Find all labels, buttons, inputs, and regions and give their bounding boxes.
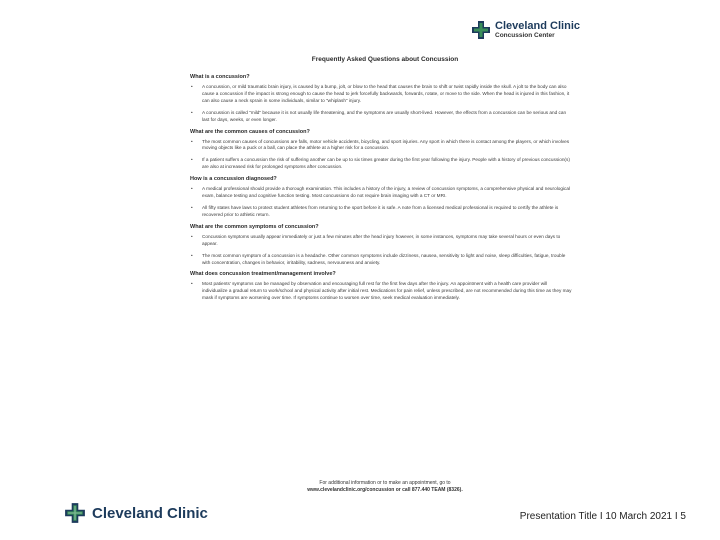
faq-document — [190, 14, 580, 496]
document-footer — [230, 480, 540, 494]
answer-item: • A concussion is called "mild" because it is not usually life threatening, and the symptoms are usually short-lived. However, the effects from a concussion can be serious and can last for days, weeks, or even longer. — [190, 110, 574, 124]
answer-item: • The most common causes of concussions are falls, motor vehicle accidents, bicycling, and sport injuries. Any sport in which there is contact among the players, or which involves moving objects like a puck or a ball, can place the athlete at a higher risk for a concussion. — [190, 139, 574, 153]
slide-footer: Presentation Title I 10 March 2021 I 5 — [519, 511, 686, 522]
question-heading: What are the common causes of concussion? — [190, 128, 310, 135]
question-heading: What does concussion treatment/management involve? — [190, 271, 336, 278]
document-brand: Cleveland Clinic — [495, 20, 580, 32]
answer-item: • Most patients' symptoms can be managed by observation and encouraging full rest for the first few days after the injury. An appointment with a health care provider will individualize a gradual return to work/school and physical activity after initial rest. Medications for pain relief, unless prescribed, are not recommended during this time as they may mask if symptoms are worsening over time. If symptoms continue to worsen over time, seek medical evaluation immediately. — [190, 281, 574, 302]
answer-item: • The most common symptom of a concussion is a headache. Other common symptoms include dizziness, nausea, sensitivity to light and noise, sleep difficulties, fatigue, trouble with concentration, changes in behavior, irritability, sadness, nervousness and anxiety. — [190, 253, 574, 267]
document-subbrand: Concussion Center — [495, 32, 555, 39]
answer-item: • A medical professional should provide a thorough examination. This includes a history of the injury, a review of concussion symptoms, a comprehensive physical and neurological exam, balance testing and cognitive function testing. Most concussions do not require brain imaging with a CT or MRI. — [190, 186, 574, 200]
answer-item: • A concussion, or mild traumatic brain injury, is caused by a bump, jolt, or blow to the head that causes the brain to shift or twist rapidly inside the skull. A jolt to the body can also cause a concussion if the impact is strong enough to cause the head to jerk forcefully backwards, forwards, rotate, or move to the side. When the head is injured in this fashion, it can also cause a neck sprain in some individuals, similar to "whiplash" injury. — [190, 84, 574, 105]
footer-link[interactable]: www.clevelandclinic.org/concussion or call 877.440 TEAM (8326). — [307, 487, 463, 493]
slide-logo — [64, 502, 208, 524]
question-heading: How is a concussion diagnosed? — [190, 176, 277, 183]
cleveland-clinic-cross-icon — [471, 20, 491, 40]
answer-list — [190, 139, 574, 172]
answer-item: • If a patient suffers a concussion the risk of suffering another can be up to six times greater during the first year following the injury. People with a history of previous concussion(s) are also at increased risk for prolonged symptoms after concussion. — [190, 157, 574, 171]
answer-list — [190, 234, 574, 267]
answer-list — [190, 84, 574, 124]
answer-item: • Concussion symptoms usually appear immediately or just a few minutes after the head injury however, in some instances, symptoms may take several hours or even days to appear. — [190, 234, 574, 248]
question-heading: What are the common symptoms of concussion? — [190, 223, 319, 230]
document-title: Frequently Asked Questions about Concussion — [311, 56, 459, 63]
question-heading: What is a concussion? — [190, 74, 250, 80]
document-logo — [471, 20, 580, 40]
document-body — [190, 70, 574, 307]
cleveland-clinic-cross-icon — [64, 502, 86, 524]
slide-logo-text: Cleveland Clinic — [92, 504, 208, 522]
answer-list — [190, 186, 574, 219]
footer-line-1: For additional information or to make an appointment, go to — [319, 480, 451, 486]
answer-list — [190, 281, 574, 302]
answer-item: • All fifty states have laws to protect student athletes from returning to the sport before it is safe. A note from a licensed medical professional is required to certify the athlete is recovered prior to athletic return. — [190, 205, 574, 219]
